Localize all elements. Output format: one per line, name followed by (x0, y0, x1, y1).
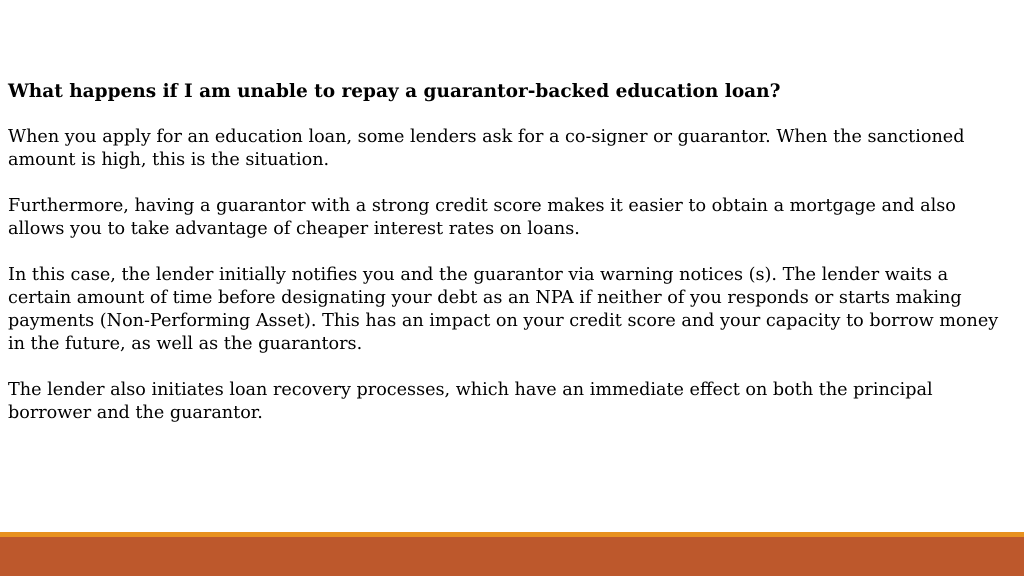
slide-content (8, 80, 1008, 448)
paragraph-2: Furthermore, having a guarantor with a strong credit score makes it easier to obtain a mortgage and also allows you to take advantage of cheaper interest rates on loans. (8, 196, 956, 239)
footer-bar (0, 537, 1024, 576)
paragraph-1: When you apply for an education loan, some lenders ask for a co-signer or guarantor. When the sanctioned amount is high, this is the situation. (8, 127, 965, 170)
paragraph-3: In this case, the lender initially notifies you and the guarantor via warning notices (s). The lender waits a certain amount of time before designating your debt as an NPA if neither of you responds or starts making payments (Non-Performing Asset). This has an impact on your credit score and your capacity to borrow money in the future, as well as the guarantors. (8, 265, 999, 354)
slide-heading: What happens if I am unable to repay a guarantor-backed education loan? (8, 81, 781, 102)
paragraph-4: The lender also initiates loan recovery processes, which have an immediate effect on both the principal borrower and the guarantor. (8, 380, 933, 423)
